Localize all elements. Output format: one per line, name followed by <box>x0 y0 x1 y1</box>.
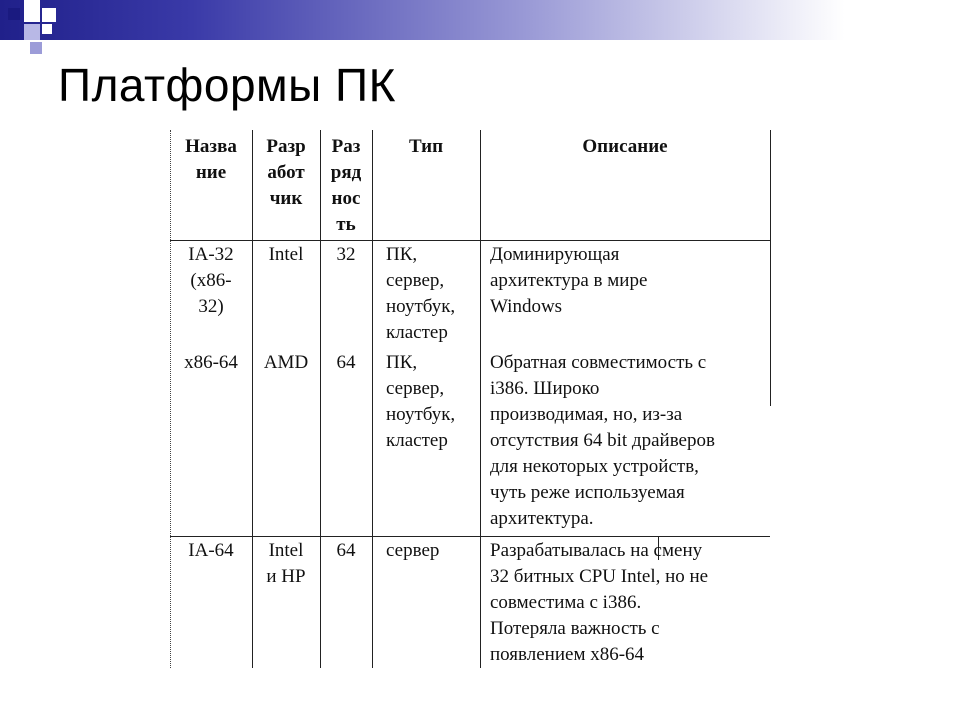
header-gradient-band <box>0 0 960 40</box>
cell-bits <box>320 538 372 564</box>
cell-line: Потеряла важность с <box>490 618 660 639</box>
cell-line: AMD <box>263 352 309 373</box>
header-bits-line: нос <box>331 188 361 209</box>
header-developer <box>252 134 320 212</box>
cell-line: производимая, но, из-за <box>490 404 683 425</box>
cell-line: IA-64 <box>188 540 234 561</box>
cell-line: сервер <box>386 540 440 561</box>
cell-line: кластер <box>386 322 448 343</box>
cell-line: x86-64 <box>184 352 238 373</box>
cell-description <box>490 350 770 532</box>
platforms-table <box>170 130 770 668</box>
cell-line: Разрабатывалась на смену <box>490 540 703 561</box>
cell-line: (x86- <box>190 270 232 291</box>
cell-line: Intel <box>268 244 304 265</box>
decorative-squares-logo <box>0 0 80 60</box>
cell-line: IA-32 <box>188 244 234 265</box>
decor-square <box>24 0 40 22</box>
cell-line: совместима с i386. <box>490 592 642 613</box>
header-type-line: Тип <box>408 136 444 157</box>
header-divider <box>170 240 770 241</box>
cell-name <box>170 242 252 320</box>
cell-type <box>386 538 480 564</box>
cell-line: отсутствия 64 bit драйверов <box>490 430 715 451</box>
cell-line: i386. Широко <box>490 378 600 399</box>
header-developer-line: Разр <box>266 136 306 157</box>
cell-name <box>170 350 252 376</box>
cell-developer <box>252 242 320 268</box>
header-bits-line: ть <box>336 214 356 235</box>
cell-type <box>386 242 480 346</box>
cell-description <box>490 538 770 668</box>
row-divider <box>170 536 770 537</box>
cell-line: 32 <box>336 244 356 265</box>
cell-line: сервер, <box>386 270 445 291</box>
header-name <box>170 134 252 186</box>
cell-line: архитектура в мире <box>490 270 648 291</box>
cell-line: ноутбук, <box>386 296 456 317</box>
cell-description <box>490 242 770 320</box>
column-divider <box>372 130 373 668</box>
cell-line: ПК, <box>386 244 418 265</box>
decor-square <box>24 24 40 40</box>
cell-line: 64 <box>336 540 356 561</box>
cell-type <box>386 350 480 454</box>
slide-title: Платформы ПК <box>58 59 396 111</box>
cell-line: кластер <box>386 430 448 451</box>
table-border-left <box>170 130 171 668</box>
decor-square <box>8 8 20 20</box>
header-bits <box>320 134 372 238</box>
cell-line: появлением x86-64 <box>490 644 645 665</box>
cell-bits <box>320 242 372 268</box>
cell-name <box>170 538 252 564</box>
cell-line: 32 битных CPU Intel, но не <box>490 566 709 587</box>
cell-line: Windows <box>490 296 563 317</box>
header-developer-line: чик <box>269 188 303 209</box>
header-name-line: Назва <box>185 136 237 157</box>
header-name-line: ние <box>195 162 227 183</box>
cell-developer <box>252 538 320 590</box>
header-description <box>480 134 770 160</box>
cell-bits <box>320 350 372 376</box>
cell-line: чуть реже используемая <box>490 482 685 503</box>
cell-line: для некоторых устройств, <box>490 456 699 477</box>
header-bits-line: Раз <box>331 136 361 157</box>
header-developer-line: абот <box>267 162 305 183</box>
decor-square <box>42 24 52 34</box>
cell-developer <box>252 350 320 376</box>
cell-line: 64 <box>336 352 356 373</box>
decor-square <box>42 8 56 22</box>
cell-line: сервер, <box>386 378 445 399</box>
header-bits-line: ряд <box>330 162 362 183</box>
header-type <box>372 134 480 160</box>
decor-square <box>30 42 42 54</box>
cell-line: Обратная совместимость с <box>490 352 707 373</box>
cell-line: ноутбук, <box>386 404 456 425</box>
header-description-line: Описание <box>582 136 668 157</box>
column-divider <box>480 130 481 668</box>
cell-line: ПК, <box>386 352 418 373</box>
cell-line: и HP <box>266 566 306 587</box>
cell-line: 32) <box>198 296 224 317</box>
cell-line: архитектура. <box>490 508 594 529</box>
cell-line: Доминирующая <box>490 244 620 265</box>
table-border-right <box>770 130 771 406</box>
cell-line: Intel <box>268 540 304 561</box>
